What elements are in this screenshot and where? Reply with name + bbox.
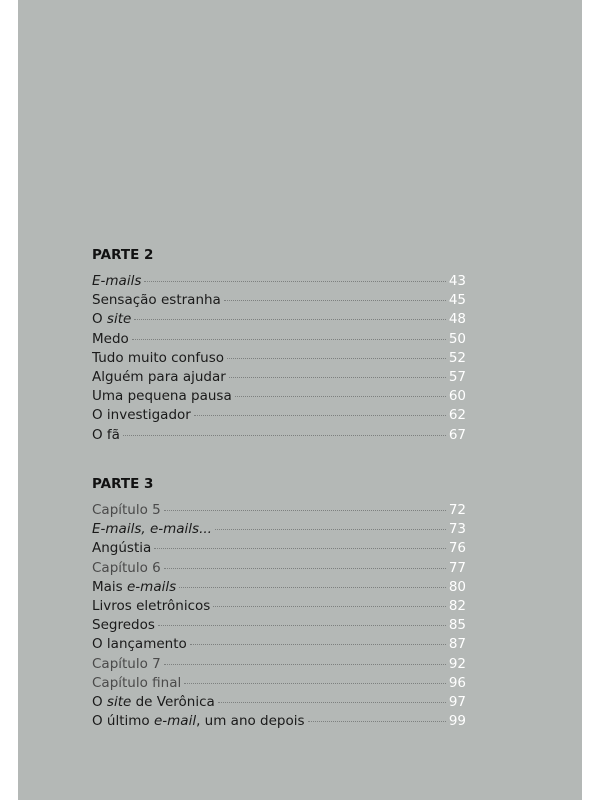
- toc-dot-leader: [227, 358, 446, 359]
- toc-entry-title-segment: Capítulo 5: [92, 502, 161, 518]
- toc-entry-page-number: 72: [448, 502, 466, 518]
- toc-dot-leader: [184, 683, 446, 684]
- toc-entry-page-number: 76: [448, 540, 466, 557]
- toc-entry-title: [92, 349, 224, 368]
- toc-dot-leader: [218, 702, 446, 703]
- toc-entry-title-segment: O: [92, 311, 107, 328]
- toc-entry-page-number: 60: [448, 388, 466, 405]
- toc-entry-title-segment: E-mails: [92, 273, 142, 289]
- toc-dot-leader: [144, 281, 445, 282]
- toc-entry-page-number: 67: [448, 426, 466, 443]
- toc-entry: [92, 693, 466, 712]
- toc-entry: [92, 616, 466, 635]
- toc-entry-page-number: 82: [448, 597, 466, 614]
- toc-dot-leader: [132, 339, 446, 340]
- toc-entry: [92, 501, 466, 520]
- toc-entry-title-segment: Angústia: [92, 540, 152, 557]
- toc-entry: [92, 426, 466, 445]
- toc-entry: [92, 310, 466, 329]
- toc-entry-title: [92, 387, 232, 406]
- toc-entry-title: [92, 559, 161, 578]
- toc-entry-title-segment: de Verônica: [131, 693, 215, 710]
- toc-entry-title-segment: e-mail: [153, 713, 197, 730]
- toc-dot-leader: [308, 721, 446, 722]
- toc-entry-page-number: 77: [448, 559, 466, 576]
- toc-entry-page-number: 92: [448, 655, 466, 672]
- toc-entry-title: [92, 635, 187, 654]
- toc-entry-title-segment: O fã: [92, 426, 120, 443]
- toc-entry: [92, 559, 466, 578]
- toc-entry-page-number: 73: [448, 521, 466, 538]
- toc-dot-leader: [215, 529, 446, 530]
- toc-entry-title-segment: site: [106, 693, 132, 710]
- toc-dot-leader: [158, 625, 446, 626]
- toc-entry-title-segment: O: [92, 693, 107, 710]
- toc-dot-leader: [164, 568, 446, 569]
- toc-entry-title-segment: Mais: [92, 578, 127, 595]
- toc-entry-page-number: 99: [448, 713, 466, 730]
- toc-entry-title-segment: Uma pequena pausa: [92, 388, 232, 405]
- toc-entry-page-number: 80: [448, 578, 466, 595]
- toc-entry: [92, 349, 466, 368]
- toc-list: [92, 501, 466, 731]
- toc-list: [92, 272, 466, 445]
- toc-entry-title: [92, 368, 226, 387]
- toc-entry-title-segment: Medo: [92, 330, 129, 347]
- toc-dot-leader: [213, 606, 446, 607]
- toc-entry: [92, 635, 466, 654]
- toc-entry-title: [92, 310, 131, 329]
- toc-entry-title: [92, 501, 161, 520]
- toc-entry-title-segment: Livros eletrônicos: [92, 597, 211, 614]
- toc-entry: [92, 272, 466, 291]
- toc-entry-title: [92, 291, 221, 310]
- toc-entry-page-number: 43: [448, 273, 466, 289]
- toc-entry-title: [92, 406, 191, 425]
- toc-entry: [92, 597, 466, 616]
- toc-entry-page-number: 97: [448, 693, 466, 710]
- toc-entry-title: [92, 578, 176, 597]
- toc-entry-title: [92, 693, 215, 712]
- toc-entry-title: [92, 520, 212, 539]
- toc-entry-page-number: 96: [448, 674, 466, 691]
- toc-dot-leader: [179, 587, 446, 588]
- toc-entry: [92, 520, 466, 539]
- toc-dot-leader: [224, 300, 446, 301]
- toc-dot-leader: [229, 377, 446, 378]
- section-title: PARTE 2: [92, 247, 154, 263]
- toc-entry: [92, 291, 466, 310]
- toc-dot-leader: [123, 435, 446, 436]
- toc-entry-title: [92, 674, 181, 693]
- toc-dot-leader: [194, 415, 446, 416]
- toc-entry-page-number: 85: [448, 617, 466, 634]
- toc-entry: [92, 406, 466, 425]
- toc-dot-leader: [190, 644, 446, 645]
- toc-entry-title: [92, 426, 120, 445]
- section-title: PARTE 3: [92, 476, 154, 492]
- toc-entry-page-number: 48: [448, 311, 466, 328]
- toc-entry-page-number: 45: [448, 292, 466, 309]
- toc-entry-title: [92, 712, 305, 731]
- toc-section-parte-2: [92, 246, 466, 445]
- toc-entry-title-segment: O último: [92, 713, 154, 730]
- toc-entry: [92, 578, 466, 597]
- toc-entry-page-number: 52: [448, 349, 466, 366]
- toc-entry-title: [92, 539, 151, 558]
- toc-entry-title-segment: Capítulo 7: [92, 655, 161, 672]
- toc-dot-leader: [235, 396, 446, 397]
- toc-dot-leader: [164, 510, 446, 511]
- toc-entry-title-segment: Capítulo final: [92, 674, 182, 691]
- toc-entry-title-segment: site: [106, 311, 132, 328]
- toc-entry-title: [92, 655, 161, 674]
- toc-entry-page-number: 50: [448, 330, 466, 347]
- toc-entry-title-segment: E-mails, e-mails...: [92, 521, 212, 538]
- toc-entry: [92, 368, 466, 387]
- toc-entry-title-segment: Tudo muito confuso: [92, 349, 225, 366]
- toc-entry-page-number: 57: [448, 368, 466, 385]
- toc-entry-title-segment: e-mails: [127, 578, 177, 595]
- toc-dot-leader: [154, 548, 446, 549]
- toc-entry-title-segment: , um ano depois: [196, 713, 305, 730]
- toc-entry-title-segment: O investigador: [92, 407, 191, 424]
- toc-entry-title-segment: Sensação estranha: [92, 292, 221, 309]
- toc-dot-leader: [134, 319, 446, 320]
- toc-section-parte-3: [92, 475, 466, 731]
- toc-entry: [92, 712, 466, 731]
- toc-entry: [92, 387, 466, 406]
- toc-entry-title-segment: Segredos: [92, 617, 155, 634]
- toc-entry-page-number: 87: [448, 636, 466, 653]
- toc-entry: [92, 655, 466, 674]
- toc-entry: [92, 539, 466, 558]
- toc-entry-title-segment: Alguém para ajudar: [92, 368, 226, 385]
- toc-entry-page-number: 62: [448, 407, 466, 424]
- document-page: [18, 0, 582, 800]
- toc-entry: [92, 330, 466, 349]
- toc-entry-title: [92, 597, 210, 616]
- toc-entry-title-segment: Capítulo 6: [92, 559, 161, 576]
- toc-entry-title-segment: O lançamento: [92, 636, 187, 653]
- toc-dot-leader: [164, 664, 446, 665]
- toc-entry: [92, 674, 466, 693]
- toc-entry-title: [92, 272, 141, 291]
- toc-entry-title: [92, 616, 155, 635]
- toc-entry-title: [92, 330, 129, 349]
